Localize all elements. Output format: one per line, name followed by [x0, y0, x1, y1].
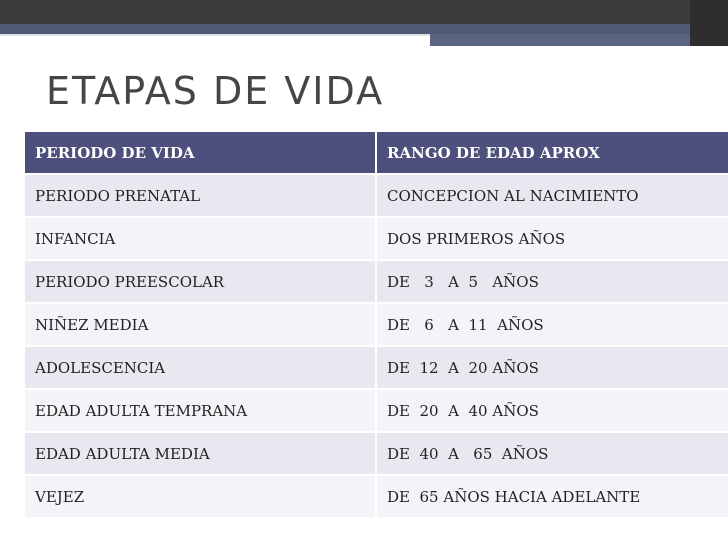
corner-accent-block: [430, 34, 728, 46]
table-row: [24, 260, 728, 303]
table-row: [24, 475, 728, 518]
cell-periodo: PERIODO PREESCOLAR: [24, 260, 376, 303]
cell-periodo: PERIODO PRENATAL: [24, 174, 376, 217]
cell-periodo: NIÑEZ MEDIA: [24, 303, 376, 346]
cell-rango: DOS PRIMEROS AÑOS: [376, 217, 728, 260]
cell-rango: DE 40 A 65 AÑOS: [376, 432, 728, 475]
table-row: [24, 389, 728, 432]
table-row: [24, 346, 728, 389]
cell-periodo: ADOLESCENCIA: [24, 346, 376, 389]
cell-periodo: INFANCIA: [24, 217, 376, 260]
table-row: [24, 217, 728, 260]
cell-rango: DE 20 A 40 AÑOS: [376, 389, 728, 432]
cell-periodo: EDAD ADULTA MEDIA: [24, 432, 376, 475]
table-header-row: [24, 131, 728, 174]
cell-periodo: VEJEZ: [24, 475, 376, 518]
table-row: [24, 432, 728, 475]
header-periodo: PERIODO DE VIDA: [24, 131, 376, 174]
header-rango: RANGO DE EDAD APROX: [376, 131, 728, 174]
accent-line: [0, 24, 728, 34]
table-row: [24, 303, 728, 346]
top-decorative-band: [0, 0, 728, 24]
cell-periodo: EDAD ADULTA TEMPRANA: [24, 389, 376, 432]
life-stages-table: [23, 130, 728, 519]
slide-title: ETAPAS DE VIDA: [46, 69, 385, 113]
corner-dark-block: [690, 0, 728, 46]
cell-rango: DE 12 A 20 AÑOS: [376, 346, 728, 389]
cell-rango: DE 65 AÑOS HACIA ADELANTE: [376, 475, 728, 518]
cell-rango: DE 6 A 11 AÑOS: [376, 303, 728, 346]
cell-rango: CONCEPCION AL NACIMIENTO: [376, 174, 728, 217]
cell-rango: DE 3 A 5 AÑOS: [376, 260, 728, 303]
table-row: [24, 174, 728, 217]
